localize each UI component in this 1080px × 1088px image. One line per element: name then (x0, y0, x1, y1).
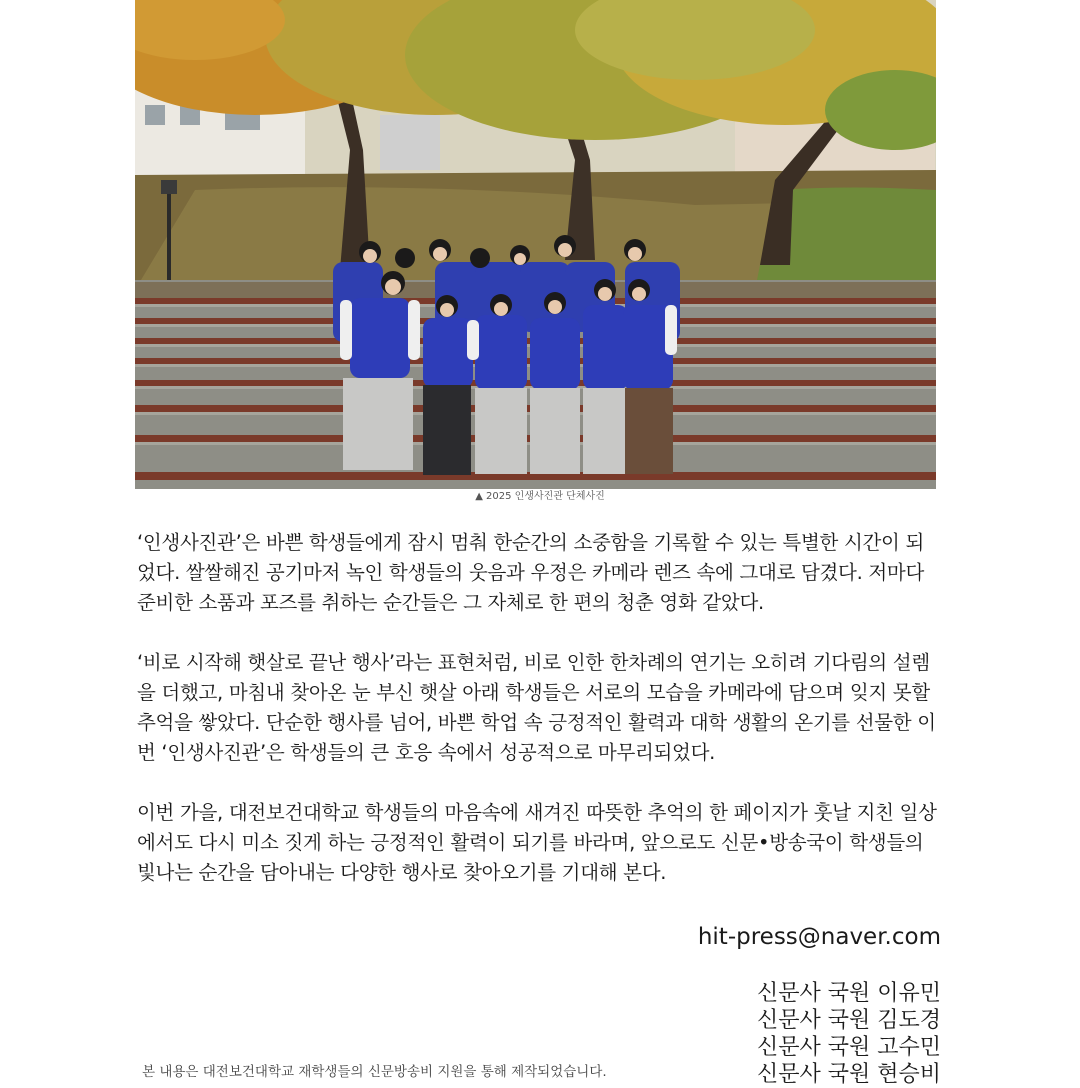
credit-line: 신문사 국원 고수민 (756, 1035, 941, 1060)
contact-email[interactable]: hit-press@naver.com (697, 924, 941, 950)
credit-line: 신문사 국원 이유민 (756, 981, 941, 1006)
article-body (137, 528, 941, 918)
photo-caption: ▲ 2025 인생사진관 단체사진 (475, 491, 605, 502)
article-paragraph: ‘인생사진관’은 바쁜 학생들에게 잠시 멈춰 한순간의 소중함을 기록할 수 있는 특별한 시간이 되었다. 쌀쌀해진 공기마저 녹인 학생들의 웃음과 우정은 카메라 렌즈 속에 그대로 담겼다. 저마다 준비한 소품과 포즈를 취하는 순간들은 그 자체로 한 편의 청춘 영화 같았다. (137, 531, 924, 614)
funding-footnote: 본 내용은 대전보건대학교 재학생들의 신문방송비 지원을 통해 제작되었습니다. (142, 1064, 607, 1080)
article-paragraph: ‘비로 시작해 햇살로 끝난 행사’라는 표현처럼, 비로 인한 한차례의 연기는 오히려 기다림의 설렘을 더했고, 마침내 찾아온 눈 부신 햇살 아래 학생들은 서로의 모습을 카메라에 담으며 잊지 못할 추억을 쌓았다. 단순한 행사를 넘어, 바쁜 학업 속 긍정적인 활력과 대학 생활의 온기를 선물한 이번 ‘인생사진관’은 학생들의 큰 호응 속에서 성공적으로 마무리되었다. (137, 651, 936, 764)
article-paragraph: 이번 가을, 대전보건대학교 학생들의 마음속에 새겨진 따뜻한 추억의 한 페이지가 훗날 지친 일상에서도 다시 미소 짓게 하는 긍정적인 활력이 되기를 바라며, 앞으로도 신문•방송국이 학생들의 빛나는 순간을 담아내는 다양한 행사로 찾아오기를 기대해 본다. (137, 801, 937, 884)
reporter-credits (757, 980, 941, 1088)
group-photo (135, 0, 936, 489)
credit-line: 신문사 국원 김도경 (756, 1008, 941, 1033)
credit-line: 신문사 국원 현승비 (756, 1062, 941, 1087)
